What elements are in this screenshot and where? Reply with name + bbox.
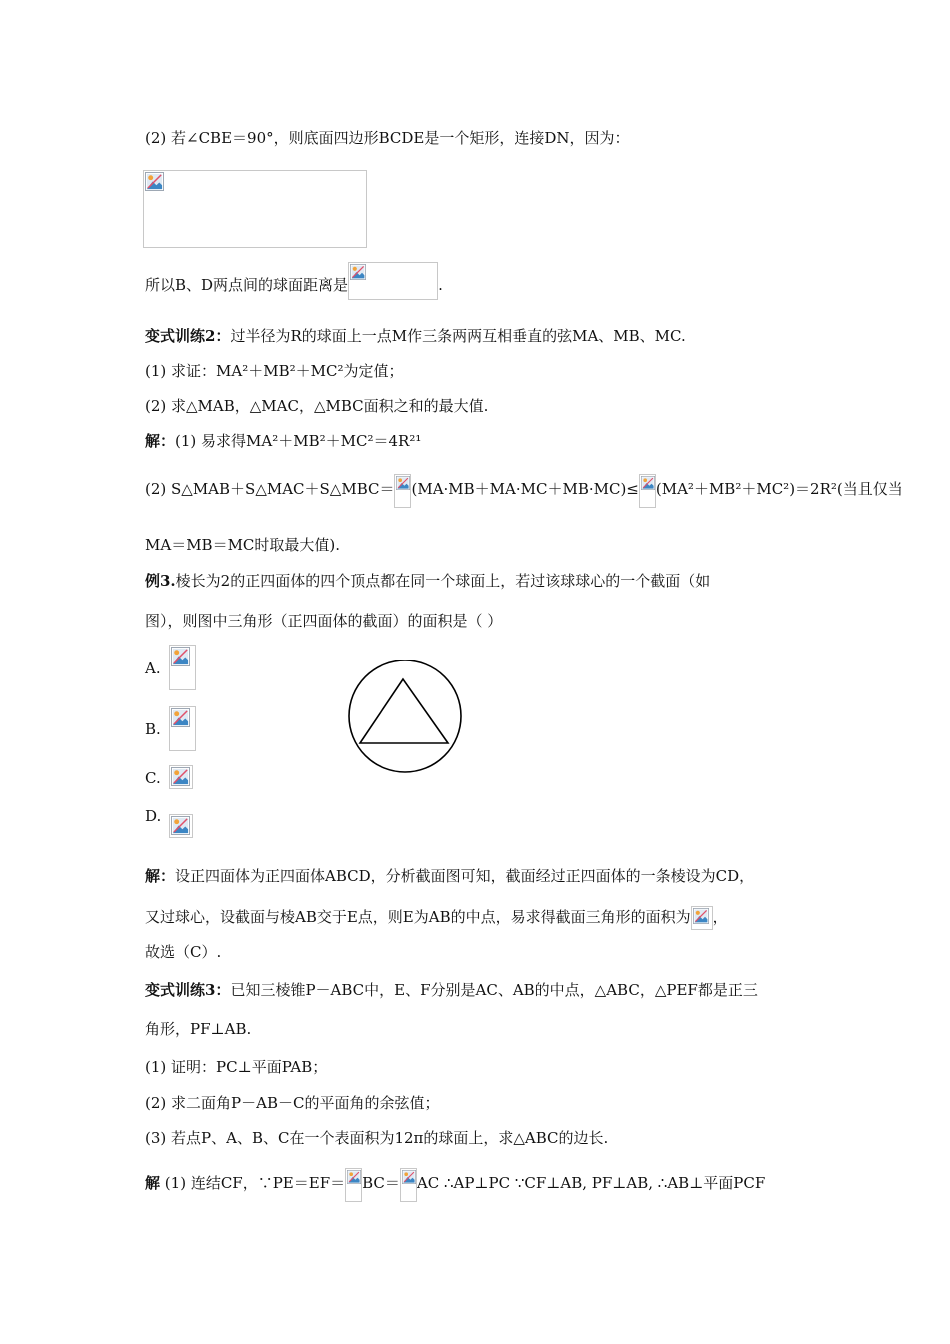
variant-2-question-1: (1) 求证：MA²＋MB²＋MC²为定值； [145, 362, 404, 380]
circle-cross-section [349, 660, 461, 772]
example-3-solution-3: 故选（C）. [145, 943, 222, 961]
example-3-solution-1: 解：设正四面体为正四面体ABCD，分析截面图可知，截面经过正四面体的一条棱设为CD， [145, 867, 755, 885]
variant-2-solution-1: 解：(1) 易求得MA²＋MB²＋MC²＝4R²¹ [145, 432, 422, 450]
option-a: A. [145, 659, 161, 677]
option-b-image [169, 706, 196, 751]
option-a-image [169, 645, 196, 690]
variant-3-text: 角形，PF⊥AB. [145, 1020, 252, 1038]
variant-3-heading: 变式训练3：已知三棱锥P－ABC中，E、F分别是AC、AB的中点，△ABC，△PEF都是正三 [145, 981, 758, 999]
variant-2-solution-2: (2) S△MAB＋S△MAC＋S△MBC＝ (MA·MB＋MA·MC＋MB·MC)≤ (MA²＋MB²＋MC²)＝2R²(当且仅当 [145, 474, 903, 508]
option-c-image [169, 765, 193, 789]
option-b: B. [145, 720, 161, 738]
variant-2-heading: 变式训练2：过半径为R的球面上一点M作三条两两互相垂直的弦MA、MB、MC. [145, 327, 686, 345]
option-c: C. [145, 769, 161, 787]
broken-image-icon [171, 647, 190, 666]
text-line-distance: 所以B、D两点间的球面距离是 . [145, 272, 443, 300]
image-placeholder-inline [348, 262, 438, 300]
variant-3-question-2: (2) 求二面角P－AB－C的平面角的余弦值； [145, 1094, 440, 1112]
circle-triangle-figure [345, 660, 465, 775]
broken-image-icon [396, 476, 410, 490]
fraction-image [345, 1168, 362, 1202]
variant-3-question-1: (1) 证明：PC⊥平面PAB； [145, 1058, 328, 1076]
broken-image-icon [171, 816, 190, 835]
option-d-image [169, 814, 193, 838]
broken-image-icon [171, 708, 190, 727]
variant-2-question-2: (2) 求△MAB，△MAC，△MBC面积之和的最大值. [145, 397, 489, 415]
example-3-solution-2: 又过球心，设截面与棱AB交于E点，则E为AB的中点，易求得截面三角形的面积为 ， [145, 906, 728, 930]
broken-image-icon [693, 908, 709, 924]
broken-image-icon [145, 172, 164, 191]
variant-3-question-3: (3) 若点P、A、B、C在一个表面积为12π的球面上，求△ABC的边长. [145, 1129, 609, 1147]
broken-image-icon [641, 476, 655, 490]
broken-image-icon [350, 264, 366, 280]
broken-image-icon [402, 1170, 416, 1184]
variant-3-solution-1: 解 (1) 连结CF，∵PE＝EF＝ BC＝ AC ∴AP⊥PC ∵CF⊥AB, PF⊥AB, ∴AB⊥平面PCF [145, 1168, 765, 1202]
example-3-text: 图），则图中三角形（正四面体的截面）的面积是（ ） [145, 612, 503, 630]
fraction-image [400, 1168, 417, 1202]
example-3-heading: 例3.棱长为2的正四面体的四个顶点都在同一个球面上，若过该球球心的一个截面（如 [145, 572, 711, 590]
broken-image-icon [347, 1170, 361, 1184]
fraction-image [394, 474, 411, 508]
triangle-cross-section [360, 679, 448, 743]
option-d: D. [145, 807, 162, 825]
broken-image-icon [171, 767, 190, 786]
fraction-image [639, 474, 656, 508]
area-answer-image [691, 906, 713, 930]
image-placeholder-large [143, 170, 367, 248]
variant-2-solution-3: MA＝MB＝MC时取最大值). [145, 536, 341, 554]
text-line-intro: (2) 若∠CBE＝90°，则底面四边形BCDE是一个矩形，连接DN，因为： [145, 129, 630, 147]
